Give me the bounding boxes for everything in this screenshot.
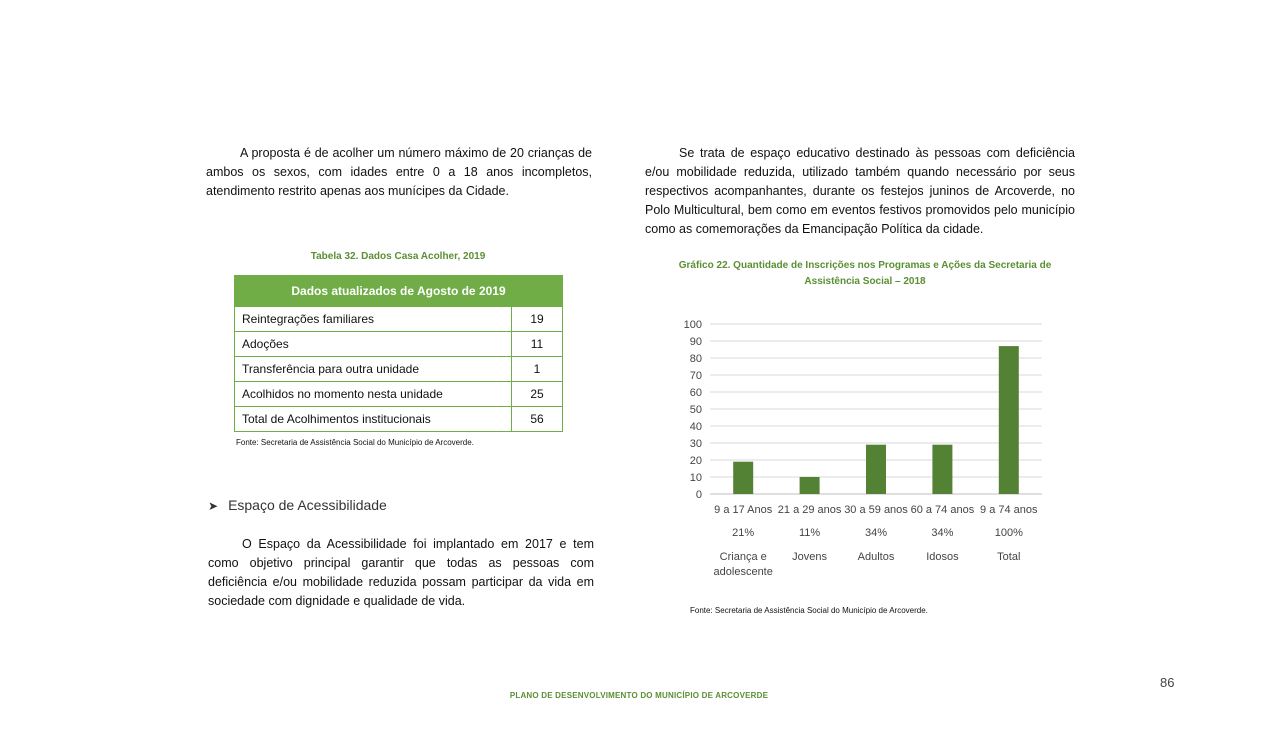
- row-label: Adoções: [235, 332, 512, 357]
- x-group-label: Jovens: [792, 551, 828, 563]
- x-category-label: 60 a 74 anos: [910, 504, 975, 516]
- y-tick-label: 80: [689, 353, 702, 365]
- bar: [800, 477, 820, 494]
- page-footer: PLANO DE DESENVOLVIMENTO DO MUNICÍPIO DE ARCOVERDE: [509, 691, 769, 700]
- accessibility-description-paragraph: Se trata de espaço educativo destinado às pessoas com deficiência e/ou mobilidade reduzida, utilizado também quando necessário por seus respectivos acompanhantes, durante os festejos juninos de Arcoverde, no Polo Multicultural, bem como em eventos festivos promovidos pelo município como as comemorações da Emancipação Política da cidade.: [645, 146, 1075, 236]
- y-tick-label: 50: [689, 404, 702, 416]
- y-tick-label: 20: [689, 455, 702, 467]
- x-category-label: 30 a 59 anos: [844, 504, 908, 516]
- arrow-bullet-icon: ➤: [208, 499, 219, 513]
- casa-acolher-table: [234, 275, 563, 432]
- x-group-label: Criança e: [719, 551, 767, 563]
- x-percentage-label: 34%: [864, 527, 888, 539]
- section-heading: [208, 497, 387, 513]
- bar: [733, 462, 753, 494]
- accessibility-paragraph: O Espaço da Acessibilidade foi implantado em 2017 e tem como objetivo principal garantir que todas as pessoas com deficiência e/ou mobilidade reduzida possam participar da vida em sociedade com dignidade e qualidade de vida.: [208, 537, 594, 608]
- row-value: 56: [512, 407, 563, 432]
- x-percentage-label: 34%: [931, 527, 954, 539]
- x-group-label: Total: [997, 551, 1021, 563]
- table-row: [235, 357, 563, 382]
- y-tick-label: 90: [689, 336, 702, 348]
- x-group-label: Adultos: [857, 551, 895, 563]
- y-tick-label: 70: [689, 370, 702, 382]
- chart-source: Fonte: Secretaria de Assistência Social do Município de Arcoverde.: [690, 606, 928, 615]
- x-group-label: Idosos: [926, 551, 959, 563]
- table-row: [235, 407, 563, 432]
- x-category-label: 21 a 29 anos: [777, 504, 842, 516]
- bar: [866, 445, 886, 494]
- table-caption: Tabela 32. Dados Casa Acolher, 2019: [310, 251, 486, 262]
- inscriptions-bar-chart: [680, 312, 1060, 592]
- row-value: 19: [512, 307, 563, 332]
- section-heading-text: Espaço de Acessibilidade: [228, 497, 387, 513]
- row-label: Reintegrações familiares: [235, 307, 512, 332]
- table-header: Dados atualizados de Agosto de 2019: [235, 276, 563, 307]
- chart-caption-line-1: Gráfico 22. Quantidade de Inscrições nos Programas e Ações da Secretaria de: [678, 260, 1052, 271]
- x-percentage-label: 21%: [732, 527, 755, 539]
- x-category-label: 9 a 74 anos: [980, 504, 1038, 516]
- row-label: Acolhidos no momento nesta unidade: [235, 382, 512, 407]
- x-category-label: 9 a 17 Anos: [714, 504, 773, 516]
- intro-paragraph: A proposta é de acolher um número máximo de 20 crianças de ambos os sexos, com idades entre 0 a 18 anos incompletos, atendimento restrito apenas aos munícipes da Cidade.: [206, 146, 592, 198]
- row-value: 25: [512, 382, 563, 407]
- chart-caption-line-2: Assistência Social – 2018: [804, 276, 926, 287]
- table-row: [235, 382, 563, 407]
- y-tick-label: 30: [689, 438, 702, 450]
- table-row: [235, 332, 563, 357]
- y-tick-label: 0: [695, 489, 702, 501]
- y-tick-label: 40: [689, 421, 702, 433]
- x-percentage-label: 100%: [994, 527, 1023, 539]
- y-tick-label: 10: [689, 472, 702, 484]
- x-group-label: adolescente: [713, 566, 773, 578]
- bar: [932, 445, 952, 494]
- row-value: 11: [512, 332, 563, 357]
- y-tick-label: 100: [683, 319, 702, 331]
- table-row: [235, 307, 563, 332]
- row-label: Total de Acolhimentos institucionais: [235, 407, 512, 432]
- page-number: 86: [1160, 675, 1175, 690]
- x-percentage-label: 11%: [798, 527, 821, 539]
- chart-caption: [660, 258, 1070, 290]
- row-label: Transferência para outra unidade: [235, 357, 512, 382]
- row-value: 1: [512, 357, 563, 382]
- table-source: Fonte: Secretaria de Assistência Social do Município de Arcoverde.: [236, 438, 474, 447]
- bar: [999, 346, 1019, 494]
- y-tick-label: 60: [689, 387, 702, 399]
